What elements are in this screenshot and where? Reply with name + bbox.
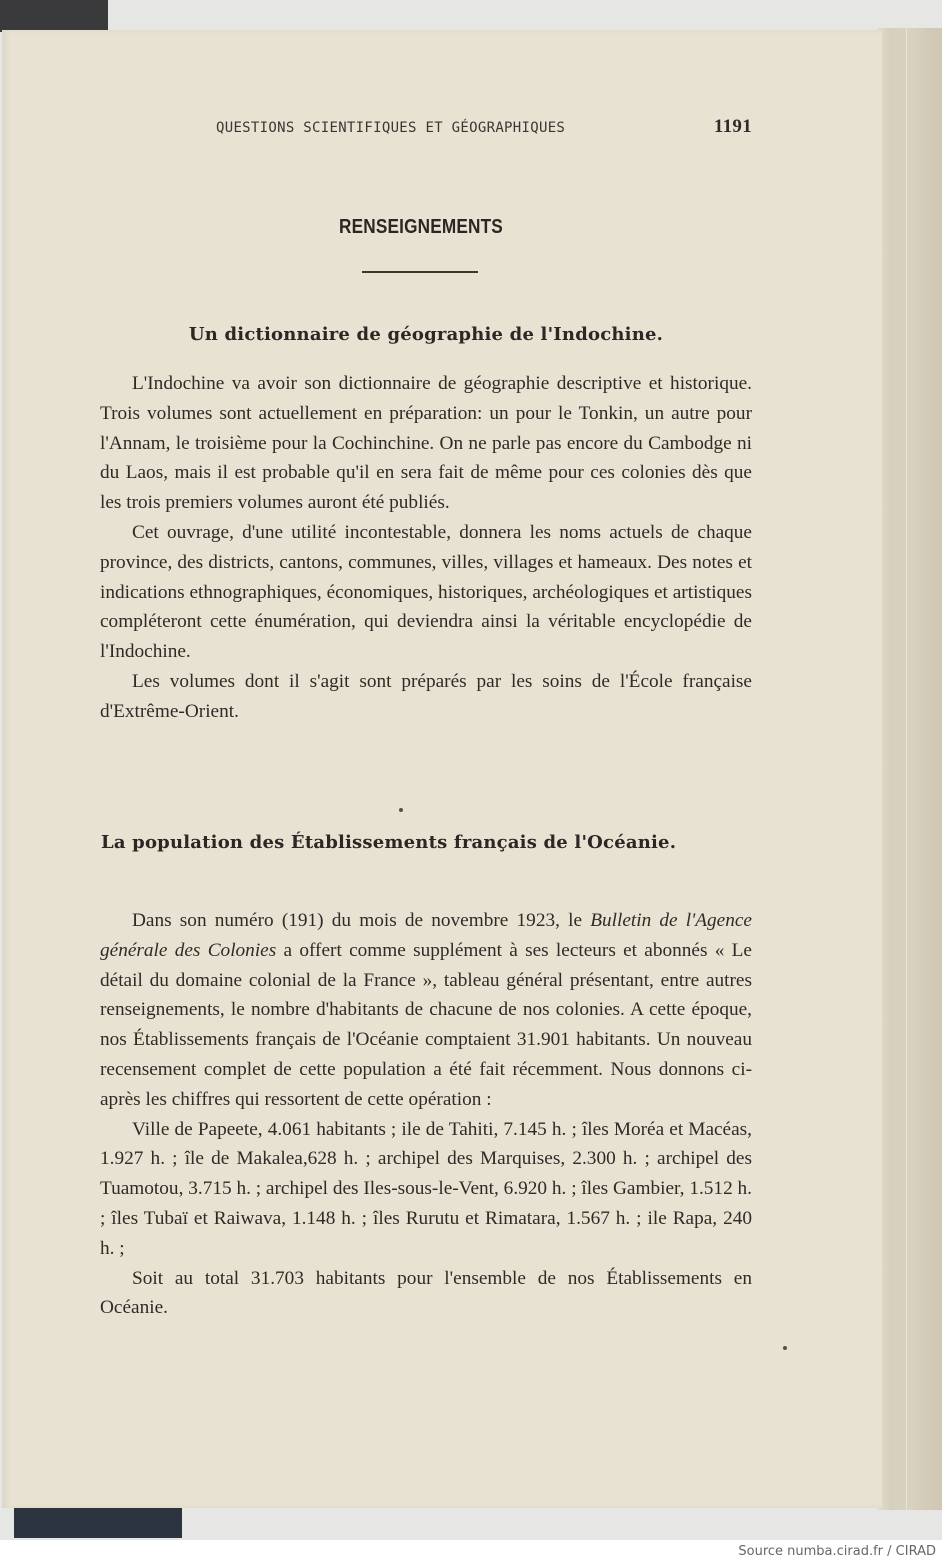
paragraph-census: Ville de Papeete, 4.061 habitants ; ile de Tahiti, 7.145 h. ; îles Moréa et Macéas, 1.927 h. ; île de Makalea,628 h. ; archipel des Marquises, 2.300 h. ; archipel des Tuamotou, 3.715 h. ; archipel des Iles-sous-le-Vent, 6.920 h. ; îles Gambier, 1.512 h. ; îles Tubaï et Raiwava, 1.148 h. ; îles Rurutu et Rimatara, 1.567 h. ; ile Rapa, 240 h. ; — [100, 1118, 752, 1259]
book-page-edges — [878, 28, 942, 1510]
print-speck — [399, 808, 403, 812]
scan-corner-bottom — [14, 1508, 182, 1538]
paragraph-total: Soit au total 31.703 habitants pour l'ensemble de nos Établissements en Océanie. — [100, 1267, 752, 1319]
scan-corner-top — [0, 0, 108, 32]
article-body-indochine — [100, 369, 752, 727]
paragraph: L'Indochine va avoir son dictionnaire de géographie descriptive et historique. Trois volumes sont actuellement en préparation: un pour le Tonkin, un autre pour l'Annam, le troisième pour la Cochinchine. On ne parle pas encore du Cambodge ni du Laos, mais il est probable qu'il en sera fait de même pour ces colonies dès que les trois premiers volumes auront été publiés. — [100, 373, 752, 514]
paragraph: Les volumes dont il s'agit sont préparés par les soins de l'École française d'Extrême-Orient. — [100, 670, 752, 722]
article-body-oceanie — [100, 906, 752, 1323]
paragraph: Cet ouvrage, d'une utilité incontestable, donnera les noms actuels de chaque province, des districts, cantons, communes, villes, villages et hameaux. Des notes et indications ethnographiques, économiques, historiques, archéologiques et artistiques compléteront cette énumération, qui deviendra ainsi la véritable encyclopédie de l'Indochine. — [100, 521, 752, 663]
source-credit: Source numba.cirad.fr / CIRAD — [738, 1544, 936, 1559]
paragraph-intro — [100, 906, 752, 1115]
bulletin-title: Bulletin de l'Agence générale des Colonies — [100, 910, 752, 961]
print-speck — [783, 1346, 787, 1350]
running-head-title: QUESTIONS SCIENTIFIQUES ET GÉOGRAPHIQUES — [216, 120, 566, 136]
running-head — [216, 116, 752, 138]
page-number: 1191 — [713, 116, 752, 137]
intro-text: Dans son numéro (191) du mois de novembre 1923, le — [132, 910, 591, 931]
article-heading-oceanie: La population des Établissements français de l'Océanie. — [101, 832, 677, 853]
section-divider — [362, 271, 478, 273]
section-title: RENSEIGNEMENTS — [339, 216, 503, 238]
intro-text-cont: a offert comme supplément à ses lecteurs et abonnés « Le détail du domaine colonial de la France », tableau général présentant, entre autres renseignements, le nombre d'habitants de chacune de nos colonies. A cette époque, nos Établissements français de l'Océanie comptaient 31.901 habitants. Un nouveau recensement complet de cette population a été fait récemment. Nous donnons ci-après les chiffres qui ressortent de cette opération : — [100, 939, 752, 1110]
article-heading-indochine: Un dictionnaire de géographie de l'Indochine. — [188, 324, 664, 345]
